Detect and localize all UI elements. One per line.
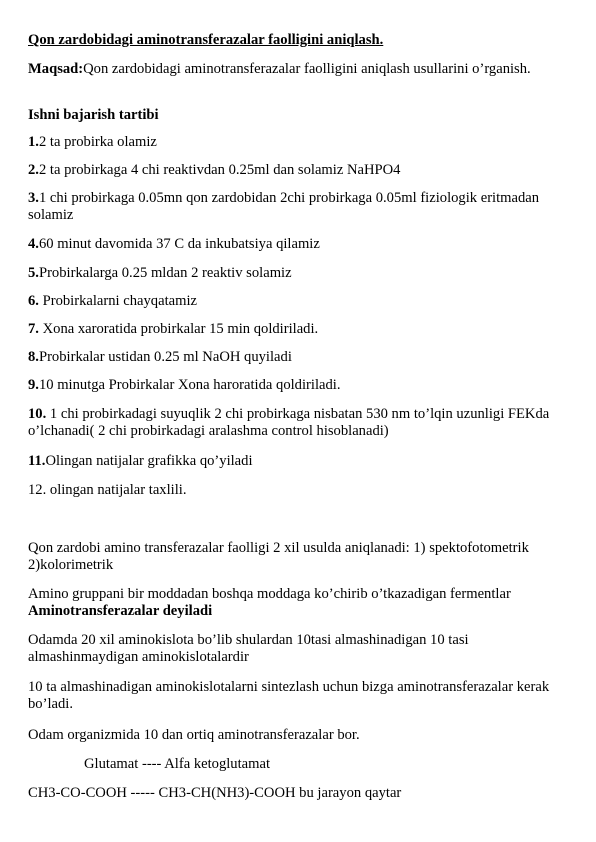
goal-paragraph bbox=[28, 61, 573, 78]
step-number: 5. bbox=[28, 265, 39, 281]
step-text: 2 ta probirkaga 4 chi reaktivdan 0.25ml dan solamiz NaHPO4 bbox=[38, 162, 401, 178]
step-number: 11. bbox=[28, 453, 46, 469]
synthesis-paragraph: 10 ta almashinadigan aminokislotalarni sintezlash uchun bizga aminotransferazalar kerak bo’ladi. bbox=[28, 679, 550, 712]
step-6 bbox=[28, 293, 573, 310]
amino-acids-paragraph: Odamda 20 xil aminokislota bo’lib shulardan 10tasi almashinadigan 10 tasi almashinmaydigan aminokislotalardir bbox=[28, 632, 469, 665]
step-text: Olingan natijalar grafikka qo’yiladi bbox=[45, 453, 253, 469]
step-10 bbox=[28, 406, 573, 439]
step-8 bbox=[28, 349, 573, 366]
step-text: Probirkalar ustidan 0.25 ml NaOH quyiladi bbox=[38, 349, 292, 365]
step-2 bbox=[28, 162, 573, 179]
definition-text: Amino gruppani bir moddadan boshqa moddaga ko’chirib o’tkazadigan fermentlar bbox=[28, 586, 511, 602]
step-number: 3. bbox=[28, 190, 39, 206]
step-11 bbox=[28, 453, 573, 470]
step-3 bbox=[28, 190, 573, 223]
document-title: Qon zardobidagi aminotransferazalar faolligini aniqlash. bbox=[28, 32, 384, 48]
step-4 bbox=[28, 236, 573, 253]
step-7 bbox=[28, 321, 573, 338]
definition-paragraph bbox=[28, 586, 573, 619]
step-number: 9. bbox=[28, 377, 39, 393]
step-12: 12. olingan natijalar taxlili. bbox=[28, 482, 187, 498]
organism-paragraph: Odam organizmida 10 dan ortiq aminotransferazalar bor. bbox=[28, 727, 360, 743]
reaction-line-2: CH3-CO-COOH ----- CH3-CH(NH3)-COOH bu jarayon qaytar bbox=[28, 785, 402, 801]
step-text: 1 chi probirkadagi suyuqlik 2 chi probirkaga nisbatan 530 nm to’lqin uzunligi FEKda o’lchanadi( 2 chi probirkadagi aralashma control hisoblanadi) bbox=[28, 406, 550, 439]
goal-text: Qon zardobidagi aminotransferazalar faolligini aniqlash usullarini o’rganish. bbox=[83, 61, 531, 77]
step-number: 2. bbox=[28, 162, 39, 178]
step-1 bbox=[28, 134, 573, 151]
step-number: 7. bbox=[28, 321, 39, 337]
step-number: 8. bbox=[28, 349, 39, 365]
goal-label: Maqsad: bbox=[28, 61, 84, 77]
step-number: 6. bbox=[28, 293, 39, 309]
reaction-line-1: Glutamat ---- Alfa ketoglutamat bbox=[84, 756, 271, 772]
methods-paragraph: Qon zardobi amino transferazalar faolligi 2 xil usulda aniqlanadi: 1) spektofotometrik 2)kolorimetrik bbox=[28, 540, 529, 573]
step-9 bbox=[28, 377, 573, 394]
step-number: 4. bbox=[28, 236, 39, 252]
step-text: 2 ta probirka olamiz bbox=[38, 134, 157, 150]
step-number: 10. bbox=[28, 406, 47, 422]
step-text: Probirkalarga 0.25 mldan 2 reaktiv solamiz bbox=[38, 265, 292, 281]
step-text: 1 chi probirkaga 0.05mn qon zardobidan 2chi probirkaga 0.05ml fiziologik eritmadan solamiz bbox=[28, 190, 540, 223]
step-text: Probirkalarni chayqatamiz bbox=[38, 293, 197, 309]
step-number: 1. bbox=[28, 134, 39, 150]
procedure-heading: Ishni bajarish tartibi bbox=[28, 107, 159, 123]
step-text: 60 minut davomida 37 C da inkubatsiya qilamiz bbox=[38, 236, 320, 252]
step-5 bbox=[28, 265, 573, 282]
definition-bold: Aminotransferazalar deyiladi bbox=[28, 602, 213, 619]
step-text: Xona xaroratida probirkalar 15 min qoldiriladi. bbox=[38, 321, 319, 337]
step-text: 10 minutga Probirkalar Xona haroratida qoldiriladi. bbox=[38, 377, 341, 393]
